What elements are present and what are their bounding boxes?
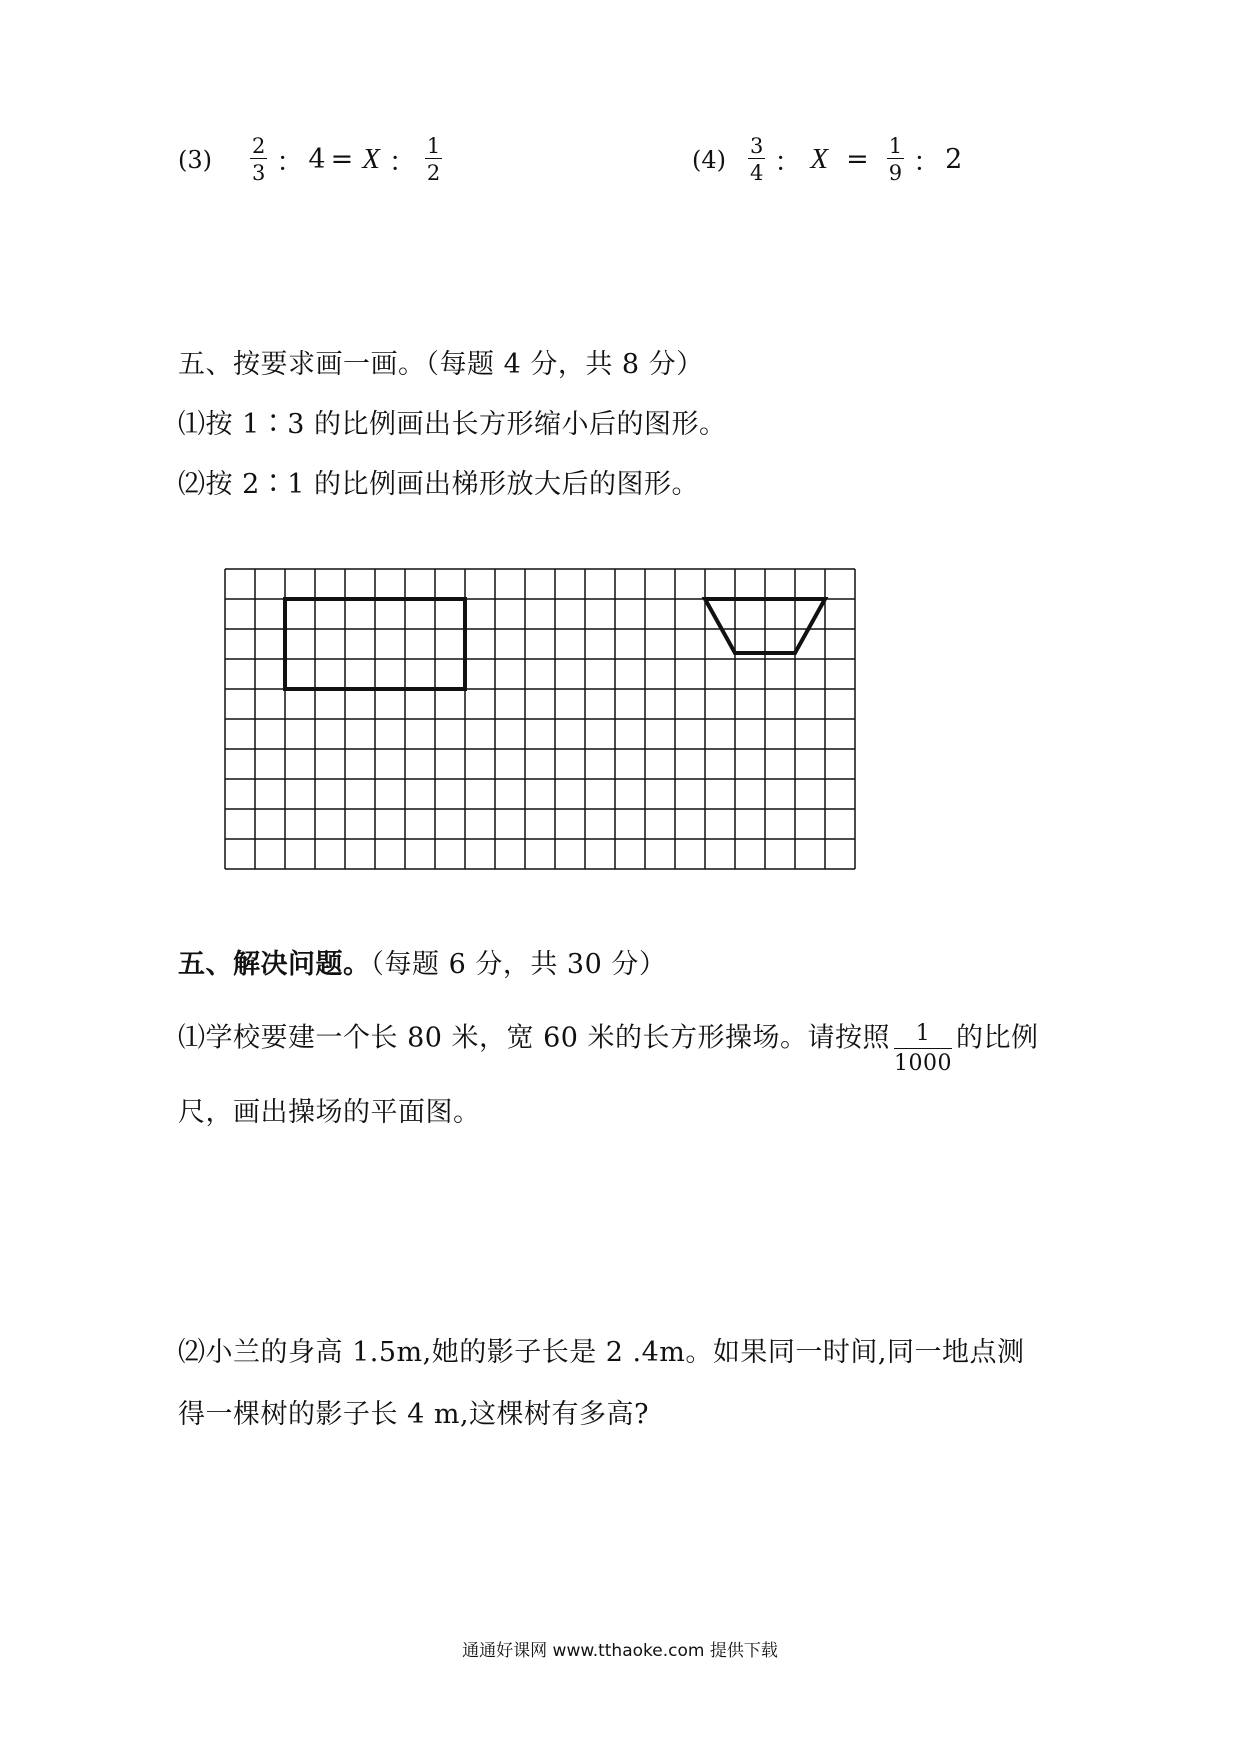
problem-4 (692, 135, 962, 184)
draw-question-2: ⑵按 2∶1 的比例画出梯形放大后的图形。 (178, 469, 700, 500)
grid-lines (225, 569, 855, 869)
ratio-colon: ： (913, 147, 941, 179)
fraction-numerator: 1 (915, 1021, 931, 1046)
draw-question-1: ⑴按 1∶3 的比例画出长方形缩小后的图形。 (178, 409, 727, 440)
solve-q1-text: ⑴学校要建一个长 80 米，宽 60 米的长方形操场。请按照 (178, 1022, 891, 1054)
fraction-denominator: 9 (888, 161, 903, 186)
ratio-colon: ： (276, 147, 304, 179)
solve-heading-points: （每题 6 分，共 30 分） (370, 949, 667, 980)
fraction-denominator: 1000 (894, 1051, 953, 1077)
solve-question-1-line-1 (178, 1012, 1039, 1077)
fraction-denominator: 2 (426, 161, 441, 186)
term-value: 2 (945, 144, 963, 176)
problem-4-label: (4) (692, 145, 726, 174)
solve-question-2-line-2: 得一棵树的影子长 4 m,这棵树有多高? (178, 1399, 650, 1430)
unknown-variable: X (362, 143, 380, 176)
equals-sign: = (846, 144, 869, 176)
fraction-1-9 (887, 135, 904, 184)
fraction-1-2 (425, 135, 442, 184)
equals-sign: = (330, 144, 354, 176)
drawing-grid (224, 568, 856, 874)
problem-3 (178, 135, 446, 184)
solve-question-2-line-1: ⑵小兰的身高 1.5m,她的影子长是 2 .4m。如果同一时间,同一地点测 (178, 1337, 1025, 1368)
scale-fraction (894, 1022, 952, 1076)
fraction-2-3 (250, 135, 267, 184)
grid-paper (224, 568, 856, 870)
draw-section-heading: 五、按要求画一画。（每题 4 分，共 8 分） (178, 349, 704, 380)
fraction-denominator: 4 (750, 161, 764, 186)
fraction-denominator: 3 (252, 161, 266, 186)
solve-q1-text-end: 的比例 (956, 1022, 1039, 1054)
fraction-numerator: 3 (750, 134, 764, 158)
ratio-colon: ： (774, 147, 802, 179)
solve-section-heading (178, 942, 666, 981)
unknown-variable: X (810, 143, 829, 176)
solve-heading-title: 五、解决问题。 (178, 949, 371, 980)
footer-source-note: 通通好课网 www.tthaoke.com 提供下载 (462, 1641, 778, 1661)
solve-question-1-line-2: 尺，画出操场的平面图。 (178, 1097, 481, 1128)
ratio-colon: ： (388, 147, 416, 179)
problem-3-label: (3) (178, 145, 212, 174)
fraction-numerator: 2 (252, 134, 266, 158)
term-value: 4 (308, 144, 326, 176)
fraction-numerator: 1 (888, 134, 903, 158)
fraction-3-4 (748, 135, 765, 184)
fraction-numerator: 1 (426, 134, 441, 158)
